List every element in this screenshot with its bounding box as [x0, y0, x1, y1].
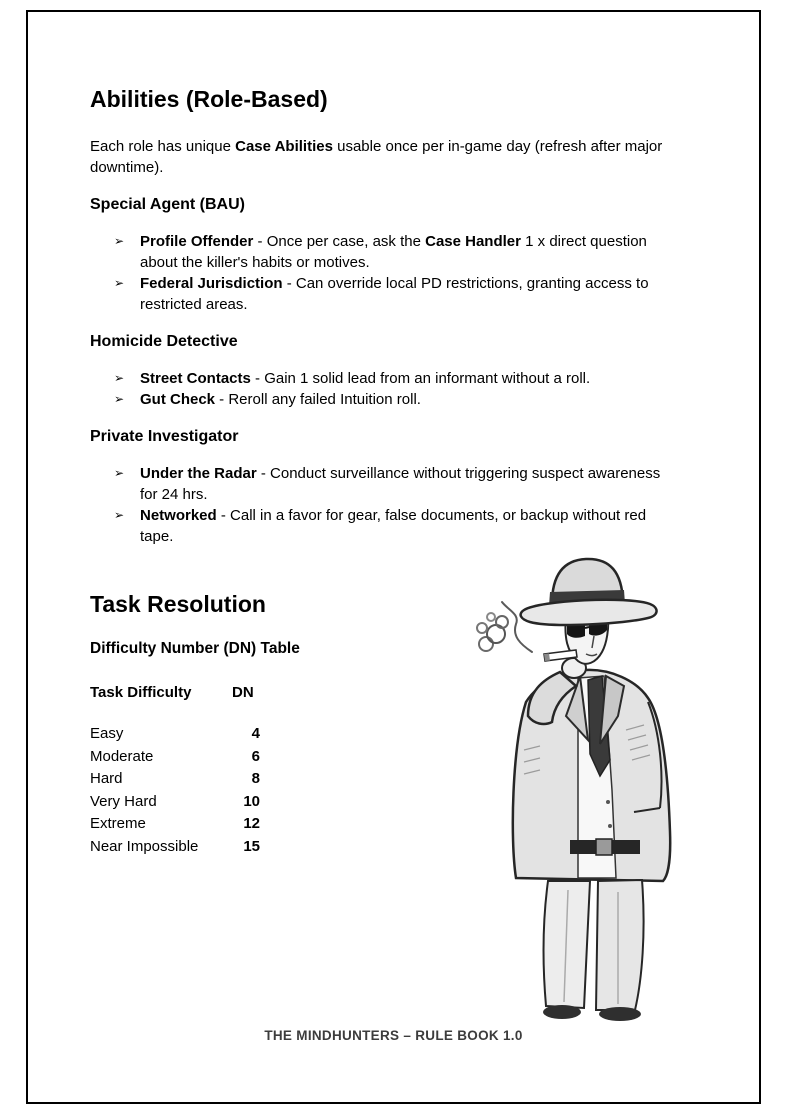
ability-list-special-agent: [114, 231, 670, 315]
table-header-task-difficulty: Task Difficulty: [90, 683, 192, 701]
role-heading-private-investigator: Private Investigator: [90, 428, 239, 446]
dn-cell: 8: [251, 770, 260, 788]
ability-text: Street Contacts - Gain 1 solid lead from an informant without a roll.: [140, 370, 591, 388]
page-footer: THE MINDHUNTERS – RULE BOOK 1.0: [264, 1028, 523, 1043]
task-difficulty-cell: Hard: [90, 770, 123, 788]
list-item: [114, 368, 670, 389]
ability-list-private-investigator: [114, 463, 670, 547]
ability-text: Networked - Call in a favor for gear, false documents, or backup without red tape.: [140, 507, 647, 546]
role-heading-special-agent: Special Agent (BAU): [90, 196, 245, 214]
dn-cell: 10: [243, 792, 260, 810]
intro-text-pre: Each role has unique: [90, 138, 236, 156]
ability-list-homicide-detective: [114, 368, 670, 410]
list-item: [114, 463, 670, 505]
arrow-bullet-icon: ➢: [114, 392, 125, 407]
list-item: [114, 389, 670, 410]
dn-cell: 15: [243, 837, 260, 855]
task-resolution-title: Task Resolution: [90, 591, 266, 618]
ability-text: Gut Check - Reroll any failed Intuition roll.: [140, 391, 421, 409]
arrow-bullet-icon: ➢: [114, 234, 125, 249]
dn-cell: 4: [251, 725, 260, 743]
arrow-bullet-icon: ➢: [114, 371, 125, 386]
table-header-dn: DN: [232, 683, 254, 701]
task-difficulty-cell: Extreme: [90, 815, 146, 833]
noir-detective-sketch-icon: [428, 540, 708, 1025]
ability-text: Under the Radar - Conduct surveillance without triggering suspect awareness for 24 hrs.: [140, 465, 661, 504]
ability-text: Federal Jurisdiction - Can override local PD restrictions, granting access to restricted areas.: [140, 275, 649, 314]
role-heading-homicide-detective: Homicide Detective: [90, 333, 238, 351]
task-difficulty-cell: Moderate: [90, 747, 154, 765]
list-item: [114, 231, 670, 273]
arrow-bullet-icon: ➢: [114, 508, 125, 523]
abilities-intro: [90, 136, 668, 178]
intro-text-bold: Case Abilities: [235, 138, 333, 156]
list-item: [114, 273, 670, 315]
detective-illustration: [428, 540, 708, 1025]
dn-table-subtitle: Difficulty Number (DN) Table: [90, 639, 300, 657]
intro-text-post: usable once per in-game day (refresh after major downtime).: [90, 138, 663, 177]
dn-cell: 6: [251, 747, 260, 765]
task-difficulty-cell: Near Impossible: [90, 837, 199, 855]
task-difficulty-cell: Very Hard: [90, 792, 157, 810]
abilities-title: Abilities (Role-Based): [90, 86, 328, 112]
arrow-bullet-icon: ➢: [114, 466, 125, 481]
ability-text: Profile Offender - Once per case, ask the Case Handler 1 x direct question about the killer's habits or motives.: [140, 233, 647, 272]
task-difficulty-cell: Easy: [90, 725, 124, 743]
arrow-bullet-icon: ➢: [114, 276, 125, 291]
dn-cell: 12: [243, 815, 260, 833]
